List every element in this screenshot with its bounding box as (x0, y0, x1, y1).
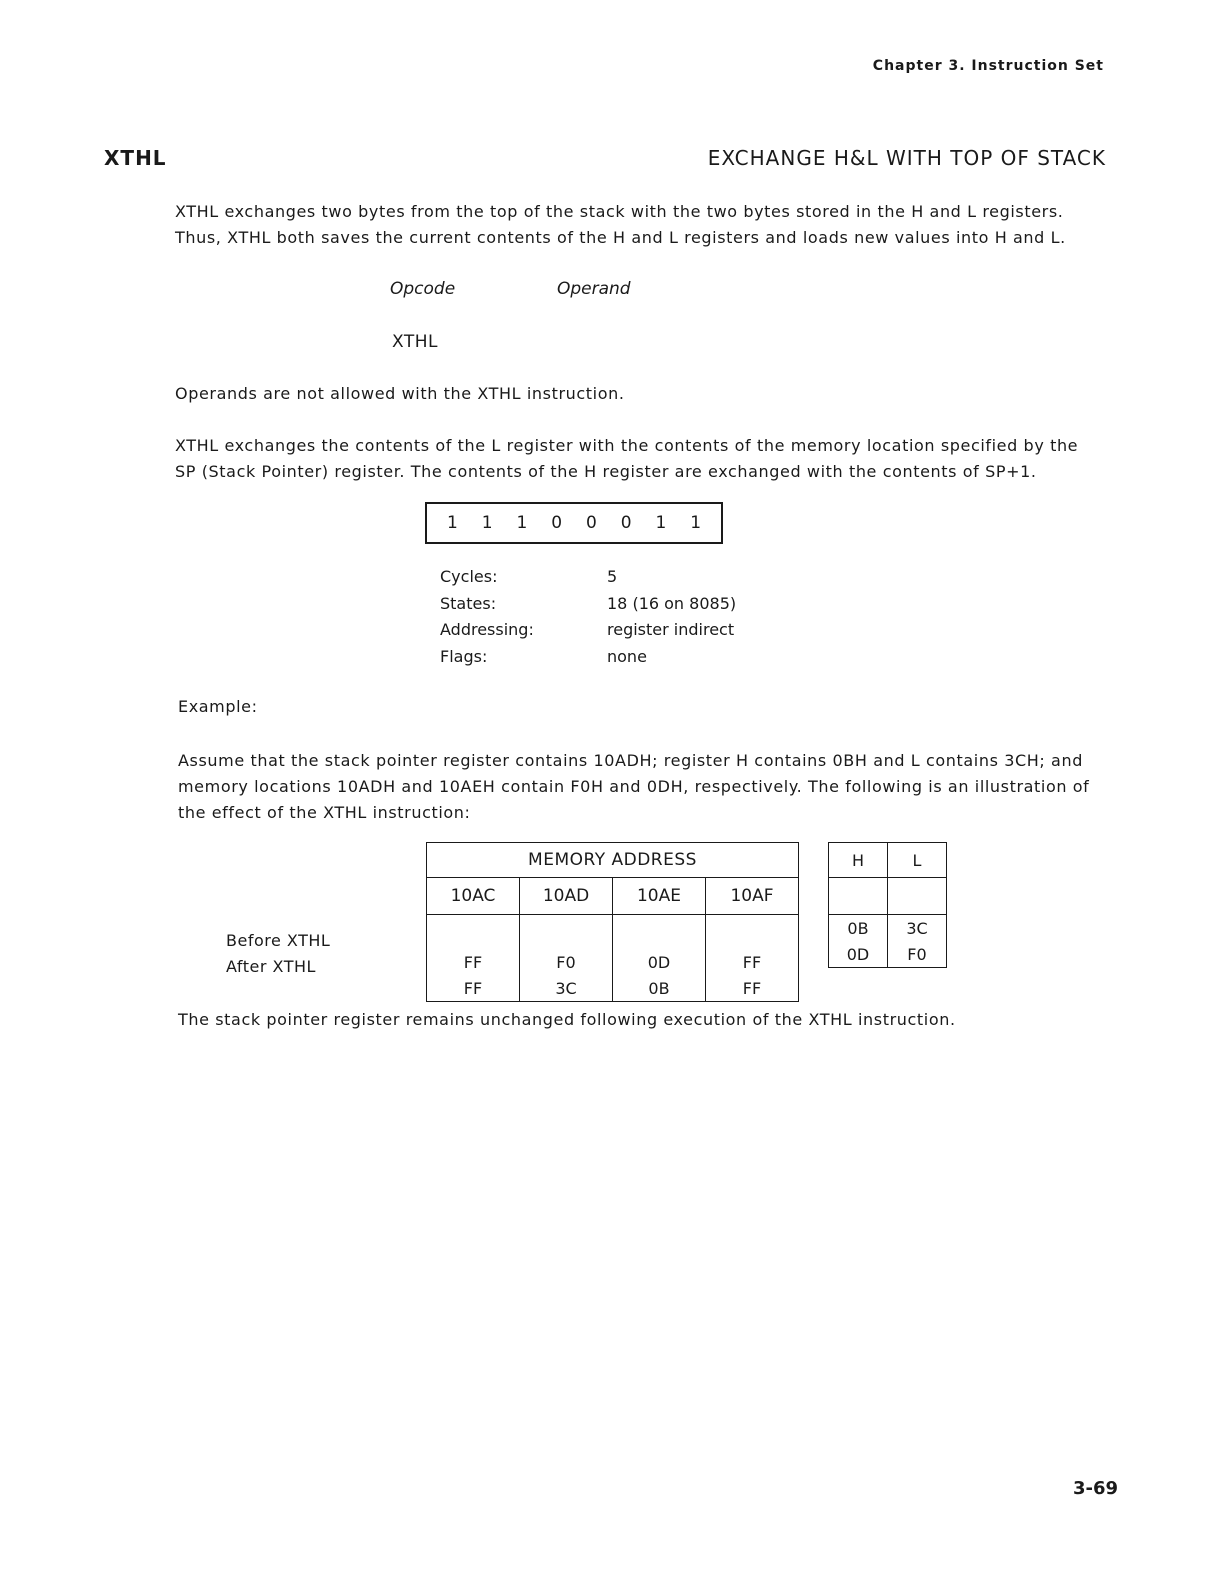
memory-address-header: MEMORY ADDRESS (427, 843, 799, 878)
opcode-bit: 0 (585, 513, 597, 533)
memory-row-before (427, 949, 799, 975)
timing-value: 18 (16 on 8085) (607, 593, 737, 613)
opcode-bit: 1 (690, 513, 702, 533)
example-paragraph: Assume that the stack pointer register contains 10ADH; register H contains 0BH and L contains 3CH; and memory locations 10ADH and 10AEH contain F0H and 0DH, respectively. The following is an illustration of the effect of the XTHL instruction: (178, 751, 1090, 822)
address-cell: 10AD (520, 878, 613, 915)
memory-cell: FF (706, 975, 799, 1002)
timing-label: States: (440, 593, 497, 613)
register-cell: 0B (829, 915, 888, 942)
timing-value: 5 (607, 567, 618, 586)
memory-cell: FF (427, 975, 520, 1002)
opcode-value: XTHL (392, 332, 438, 352)
memory-cell: FF (427, 949, 520, 975)
memory-row-after (427, 975, 799, 1002)
intro-paragraph: XTHL exchanges two bytes from the top of the stack with the two bytes stored in the H and L registers. Thus, XTHL both saves the current contents of the H and L registers and loads new values into H and L. (175, 202, 1066, 247)
register-header-l: L (888, 843, 947, 878)
memory-cell: FF (706, 949, 799, 975)
register-row-before (829, 915, 947, 942)
register-cell: F0 (888, 941, 947, 968)
operand-label: Operand (557, 279, 631, 299)
timing-row-addressing (440, 617, 736, 644)
opcode-bit: 1 (655, 513, 667, 533)
timing-info (440, 564, 736, 670)
conclusion-paragraph: The stack pointer register remains unchanged following execution of the XTHL instruction. (178, 1010, 956, 1029)
memory-cell: 0B (613, 975, 706, 1002)
row-label-before: Before XTHL (226, 931, 331, 950)
opcode-bit: 0 (551, 513, 563, 533)
opcode-bit: 1 (446, 513, 458, 533)
opcode-bit-encoding (425, 502, 723, 544)
page-number: 3-69 (1072, 1478, 1118, 1499)
register-table (828, 842, 947, 968)
instruction-title: EXCHANGE H&L WITH TOP OF STACK (707, 146, 1106, 170)
opcode-label: Opcode (390, 279, 456, 299)
memory-table (426, 842, 799, 1002)
timing-label: Addressing: (440, 620, 534, 639)
address-cell: 10AF (706, 878, 799, 915)
timing-label: Cycles: (440, 567, 498, 586)
example-row-labels (226, 928, 330, 980)
timing-row-states (440, 591, 736, 618)
register-row-after (829, 941, 947, 968)
example-label: Example: (178, 697, 258, 716)
description-paragraph: XTHL exchanges the contents of the L register with the contents of the memory location specified by the SP (Stack Pointer) register. The contents of the H register are exchanged with the contents of SP+1. (175, 436, 1079, 481)
address-cell: 10AC (427, 878, 520, 915)
memory-cell: 0D (613, 949, 706, 975)
opcode-bit: 1 (481, 513, 493, 533)
timing-value: none (607, 646, 647, 666)
register-header-h: H (829, 843, 888, 878)
timing-row-cycles (440, 564, 736, 591)
timing-row-flags (440, 644, 736, 671)
register-cell: 3C (888, 915, 947, 942)
memory-cell: 3C (520, 975, 613, 1002)
opcode-bit: 0 (620, 513, 632, 533)
row-label-after: After XTHL (226, 957, 316, 976)
timing-value: register indirect (607, 620, 735, 639)
operands-note: Operands are not allowed with the XTHL instruction. (175, 384, 625, 403)
register-cell: 0D (829, 941, 888, 968)
address-cell: 10AE (613, 878, 706, 915)
timing-label: Flags: (440, 646, 488, 666)
chapter-header: Chapter 3. Instruction Set (872, 58, 1104, 74)
instruction-mnemonic: XTHL (104, 146, 167, 170)
opcode-bit: 1 (516, 513, 528, 533)
memory-cell: F0 (520, 949, 613, 975)
